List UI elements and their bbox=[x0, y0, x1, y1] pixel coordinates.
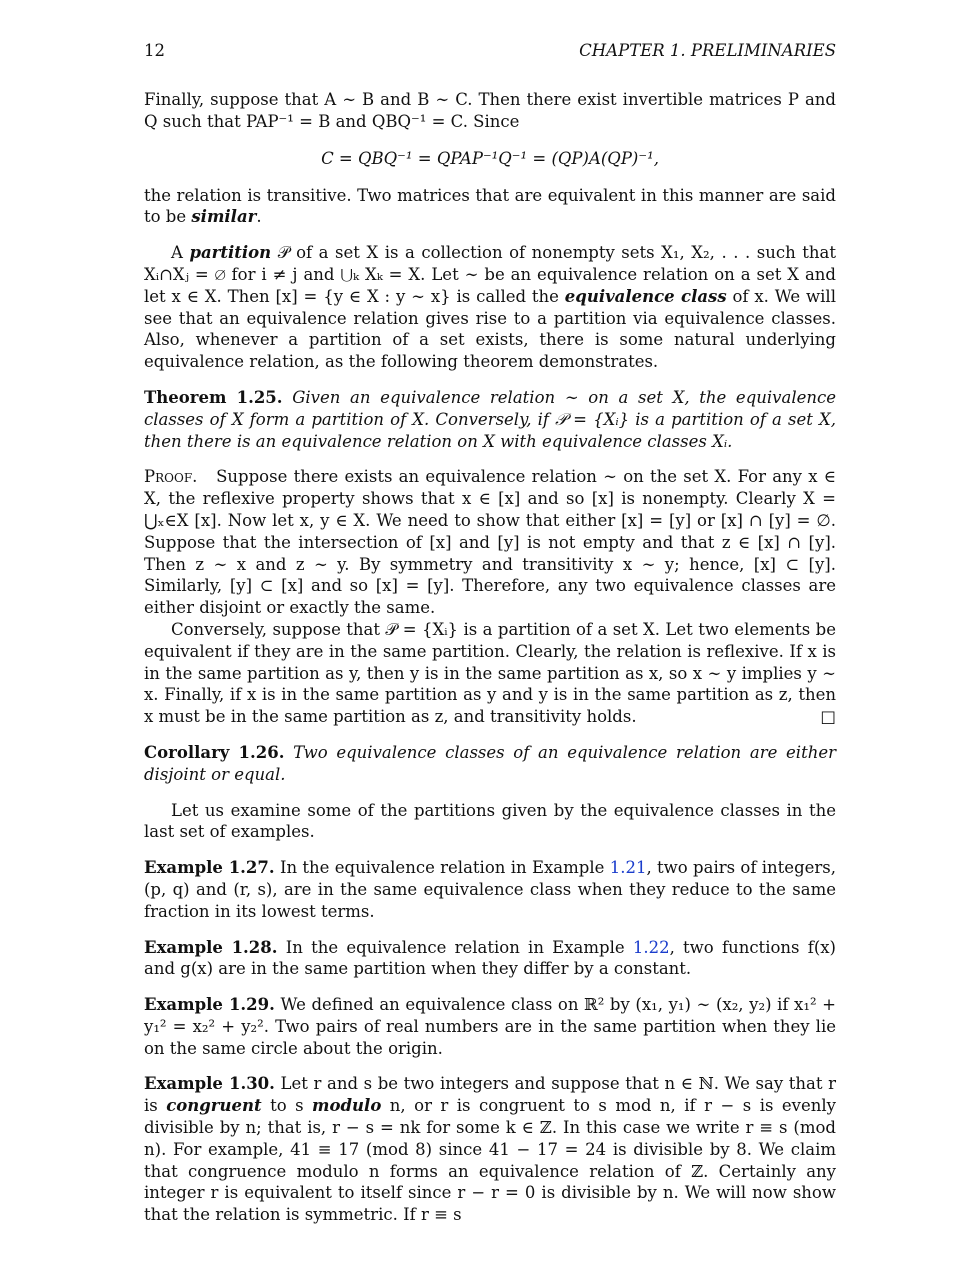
example-label: Example 1.30. bbox=[144, 1074, 275, 1094]
equation-similarity: C = QBQ⁻¹ = QPAP⁻¹Q⁻¹ = (QP)A(QP)⁻¹, bbox=[321, 148, 659, 168]
proof-paragraph-2: Conversely, suppose that 𝒫 = {Xᵢ} is a partition of a set X. Let two elements be equivalent if they are in the same partition. Clearly, the relation is reflexive. If x is in the same partition as y, then y is in the same partition as x, so x ∼ y implies y ∼ x. Finally, if x is in the same partition as y and y is in the same partition as z, then x must be in the same partition as z, and transitivity holds. □ bbox=[144, 619, 836, 727]
running-header bbox=[144, 40, 836, 62]
example-label: Example 1.28. bbox=[144, 937, 278, 957]
link-example-1-21[interactable]: 1.21 bbox=[609, 858, 647, 878]
example-1-28: Example 1.28. In the equivalence relation in Example 1.22, two functions f(x) and g(x) are in the same partition when they differ by a constant. bbox=[144, 937, 836, 979]
theorem-1-25 bbox=[144, 387, 836, 452]
example-label: Example 1.27. bbox=[144, 858, 275, 878]
proof-paragraph-1: Proof. Suppose there exists an equivalence relation ∼ on the set X. For any x ∈ X, the reflexive property shows that x ∈ [x] and so [x] is nonempty. Clearly X = ⋃ₓ∈X [x]. Now let x, y ∈ X. We need to show that either [x] = [y] or [x] ∩ [y] = ∅. Suppose that the intersection of [x] and [y] is not empty and that z ∈ [x] ∩ [y]. Then z ∼ x and z ∼ y. By symmetry and transitivity x ∼ y; hence, [x] ⊂ [y]. Similarly, [y] ⊂ [x] and so [x] = [y]. Therefore, any two equivalence classes are either disjoint or exactly the same. bbox=[144, 467, 836, 618]
qed-symbol: □ bbox=[820, 707, 836, 727]
theorem-label: Theorem 1.25. bbox=[144, 387, 283, 407]
paragraph-similar-intro: Finally, suppose that A ∼ B and B ∼ C. Then there exist invertible matrices P and Q such that PAP⁻¹ = B and QBQ⁻¹ = C. Since bbox=[144, 90, 836, 131]
example-1-27: Example 1.27. In the equivalence relation in Example 1.21, two pairs of integers, (p, q) and (r, s), are in the same equivalence class when they reduce to the same fraction in its lowest terms. bbox=[144, 858, 836, 921]
theorem-text: Given an equivalence relation ∼ on a set X, the equivalence classes of X form a partition of X. Conversely, if 𝒫 = {Xᵢ} is a partition of a set X, then there is an equivalence relation on X with equivalence classes Xᵢ. bbox=[144, 387, 836, 451]
example-1-29: Example 1.29. We defined an equivalence class on ℝ² by (x₁, y₁) ∼ (x₂, y₂) if x₁² + y₁² = x₂² + y₂². Two pairs of real numbers are in the same partition when they lie on the same circle about the origin. bbox=[144, 995, 837, 1058]
term-similar: similar bbox=[191, 207, 257, 227]
example-label: Example 1.29. bbox=[144, 995, 275, 1015]
running-title: CHAPTER 1. PRELIMINARIES bbox=[579, 41, 836, 60]
corollary-1-26 bbox=[144, 742, 836, 786]
page-number: 12 bbox=[144, 41, 165, 60]
corollary-text: Two equivalence classes of an equivalence relation are either disjoint or equal. bbox=[144, 742, 836, 784]
proof-label: Proof. bbox=[144, 467, 198, 487]
term-equivalence-class: equivalence class bbox=[564, 286, 727, 306]
term-congruent: congruent bbox=[166, 1096, 262, 1116]
paragraph-partition-def: A partition 𝒫 of a set X is a collection of nonempty sets X₁, X₂, . . . such that Xᵢ∩Xⱼ = ∅ for i ≠ j and ⋃ₖ Xₖ = X. Let ∼ be an equivalence relation on a set X and let x ∈ X. Then [x] = {y ∈ X : y ∼ x} is called the equivalence class of x. We will see that an equivalence relation gives rise to a partition via equivalence classes. Also, whenever a partition of a set exists, there is some natural underlying equivalence relation, as the following theorem demonstrates. bbox=[144, 243, 836, 372]
page bbox=[144, 40, 836, 1226]
example-1-30: Example 1.30. Let r and s be two integers and suppose that n ∈ ℕ. We say that r is congruent to s modulo n, or r is congruent to s mod n, if r − s is evenly divisible by n; that is, r − s = nk for some k ∈ ℤ. In this case we write r ≡ s (mod n). For example, 41 ≡ 17 (mod 8) since 41 − 17 = 24 is divisible by 8. We claim that congruence modulo n forms an equivalence relation of ℤ. Certainly any integer r is equivalent to itself since r − r = 0 is divisible by n. We will now show that the relation is symmetric. If r ≡ s bbox=[144, 1074, 837, 1225]
paragraph-similar-def: the relation is transitive. Two matrices that are equivalent in this manner are said to be similar. bbox=[144, 185, 836, 227]
term-partition: partition bbox=[189, 243, 272, 263]
corollary-label: Corollary 1.26. bbox=[144, 742, 285, 762]
paragraph-examine: Let us examine some of the partitions given by the equivalence classes in the last set of examples. bbox=[144, 800, 836, 842]
link-example-1-22[interactable]: 1.22 bbox=[632, 937, 670, 957]
term-modulo: modulo bbox=[312, 1096, 382, 1116]
